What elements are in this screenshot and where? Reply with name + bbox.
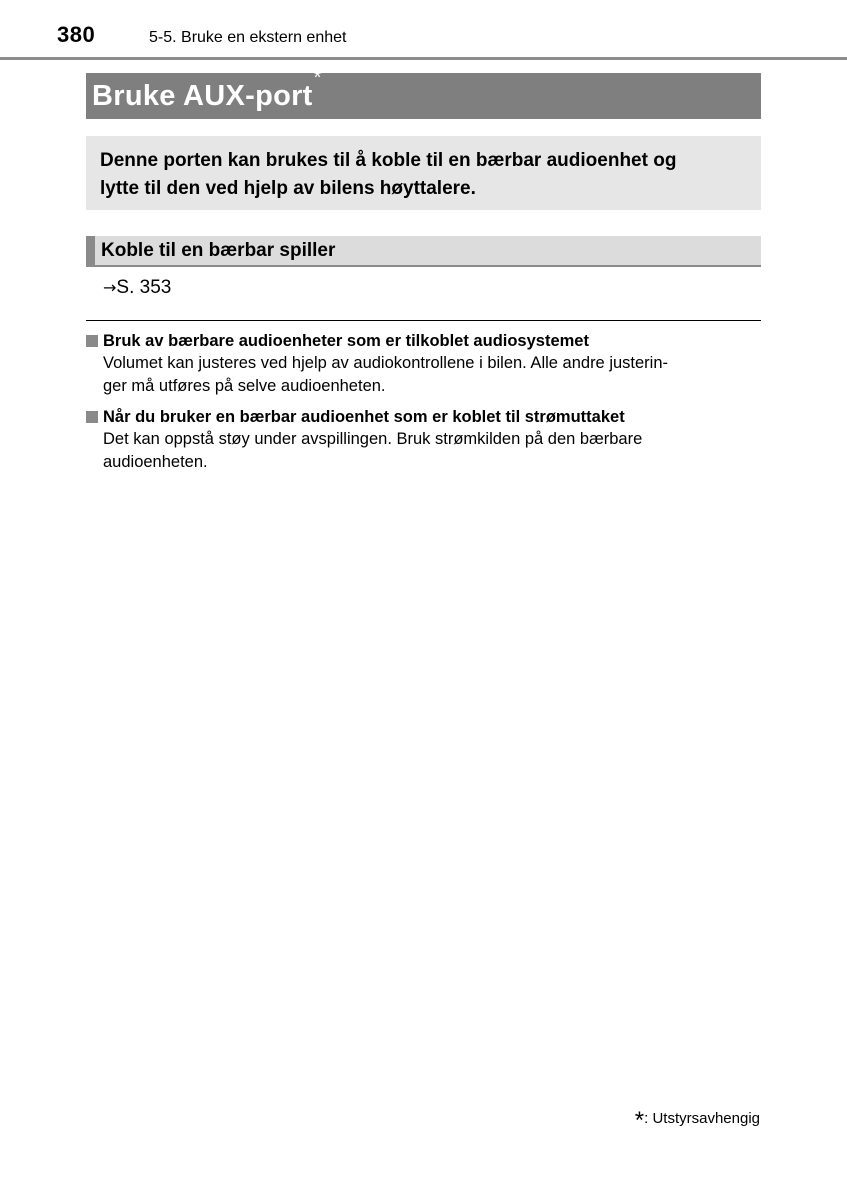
- page-number: 380: [57, 22, 96, 47]
- footnote-text: : Utstyrsavhengig: [644, 1109, 760, 1127]
- note-heading: [86, 330, 756, 352]
- title-bar: [86, 67, 761, 119]
- intro-line-2: lytte til den ved hjelp av bilens høyttalere.: [100, 178, 476, 199]
- note-heading-text: Bruk av bærbare audioenheter som er tilkoblet audiosystemet: [103, 332, 589, 350]
- note-body: [103, 428, 756, 474]
- note-body-line: Volumet kan justeres ved hjelp av audiokontrollene i bilen. Alle andre justerin-: [103, 354, 669, 372]
- note-item: [86, 330, 756, 398]
- page-reference-text: S. 353: [116, 277, 172, 298]
- page-title: Bruke AUX-port: [92, 80, 313, 112]
- intro-line-1: Denne porten kan brukes til å koble til en bærbar audioenhet og: [100, 150, 677, 171]
- intro-box: [86, 136, 761, 210]
- section-heading: Koble til en bærbar spiller: [86, 236, 761, 267]
- title-asterisk: *: [313, 67, 322, 89]
- note-body-line: ger må utføres på selve audioenheten.: [103, 377, 386, 395]
- notes-divider: [86, 320, 761, 321]
- footnote: [635, 1105, 760, 1133]
- square-bullet-icon: [86, 411, 98, 423]
- running-header: 5-5. Bruke en ekstern enhet: [149, 29, 347, 46]
- header-rule: [0, 57, 847, 60]
- note-heading-text: Når du bruker en bærbar audioenhet som er koblet til strømuttaket: [103, 408, 625, 426]
- asterisk-icon: *: [634, 1107, 645, 1134]
- page-reference[interactable]: [103, 277, 171, 299]
- note-body-line: Det kan oppstå støy under avspillingen. Bruk strømkilden på den bærbare: [103, 430, 643, 448]
- note-body-line: audioenheten.: [103, 453, 208, 471]
- note-item: [86, 406, 756, 474]
- arrow-icon: →: [103, 278, 117, 297]
- note-body: [103, 352, 756, 398]
- square-bullet-icon: [86, 335, 98, 347]
- note-heading: [86, 406, 756, 428]
